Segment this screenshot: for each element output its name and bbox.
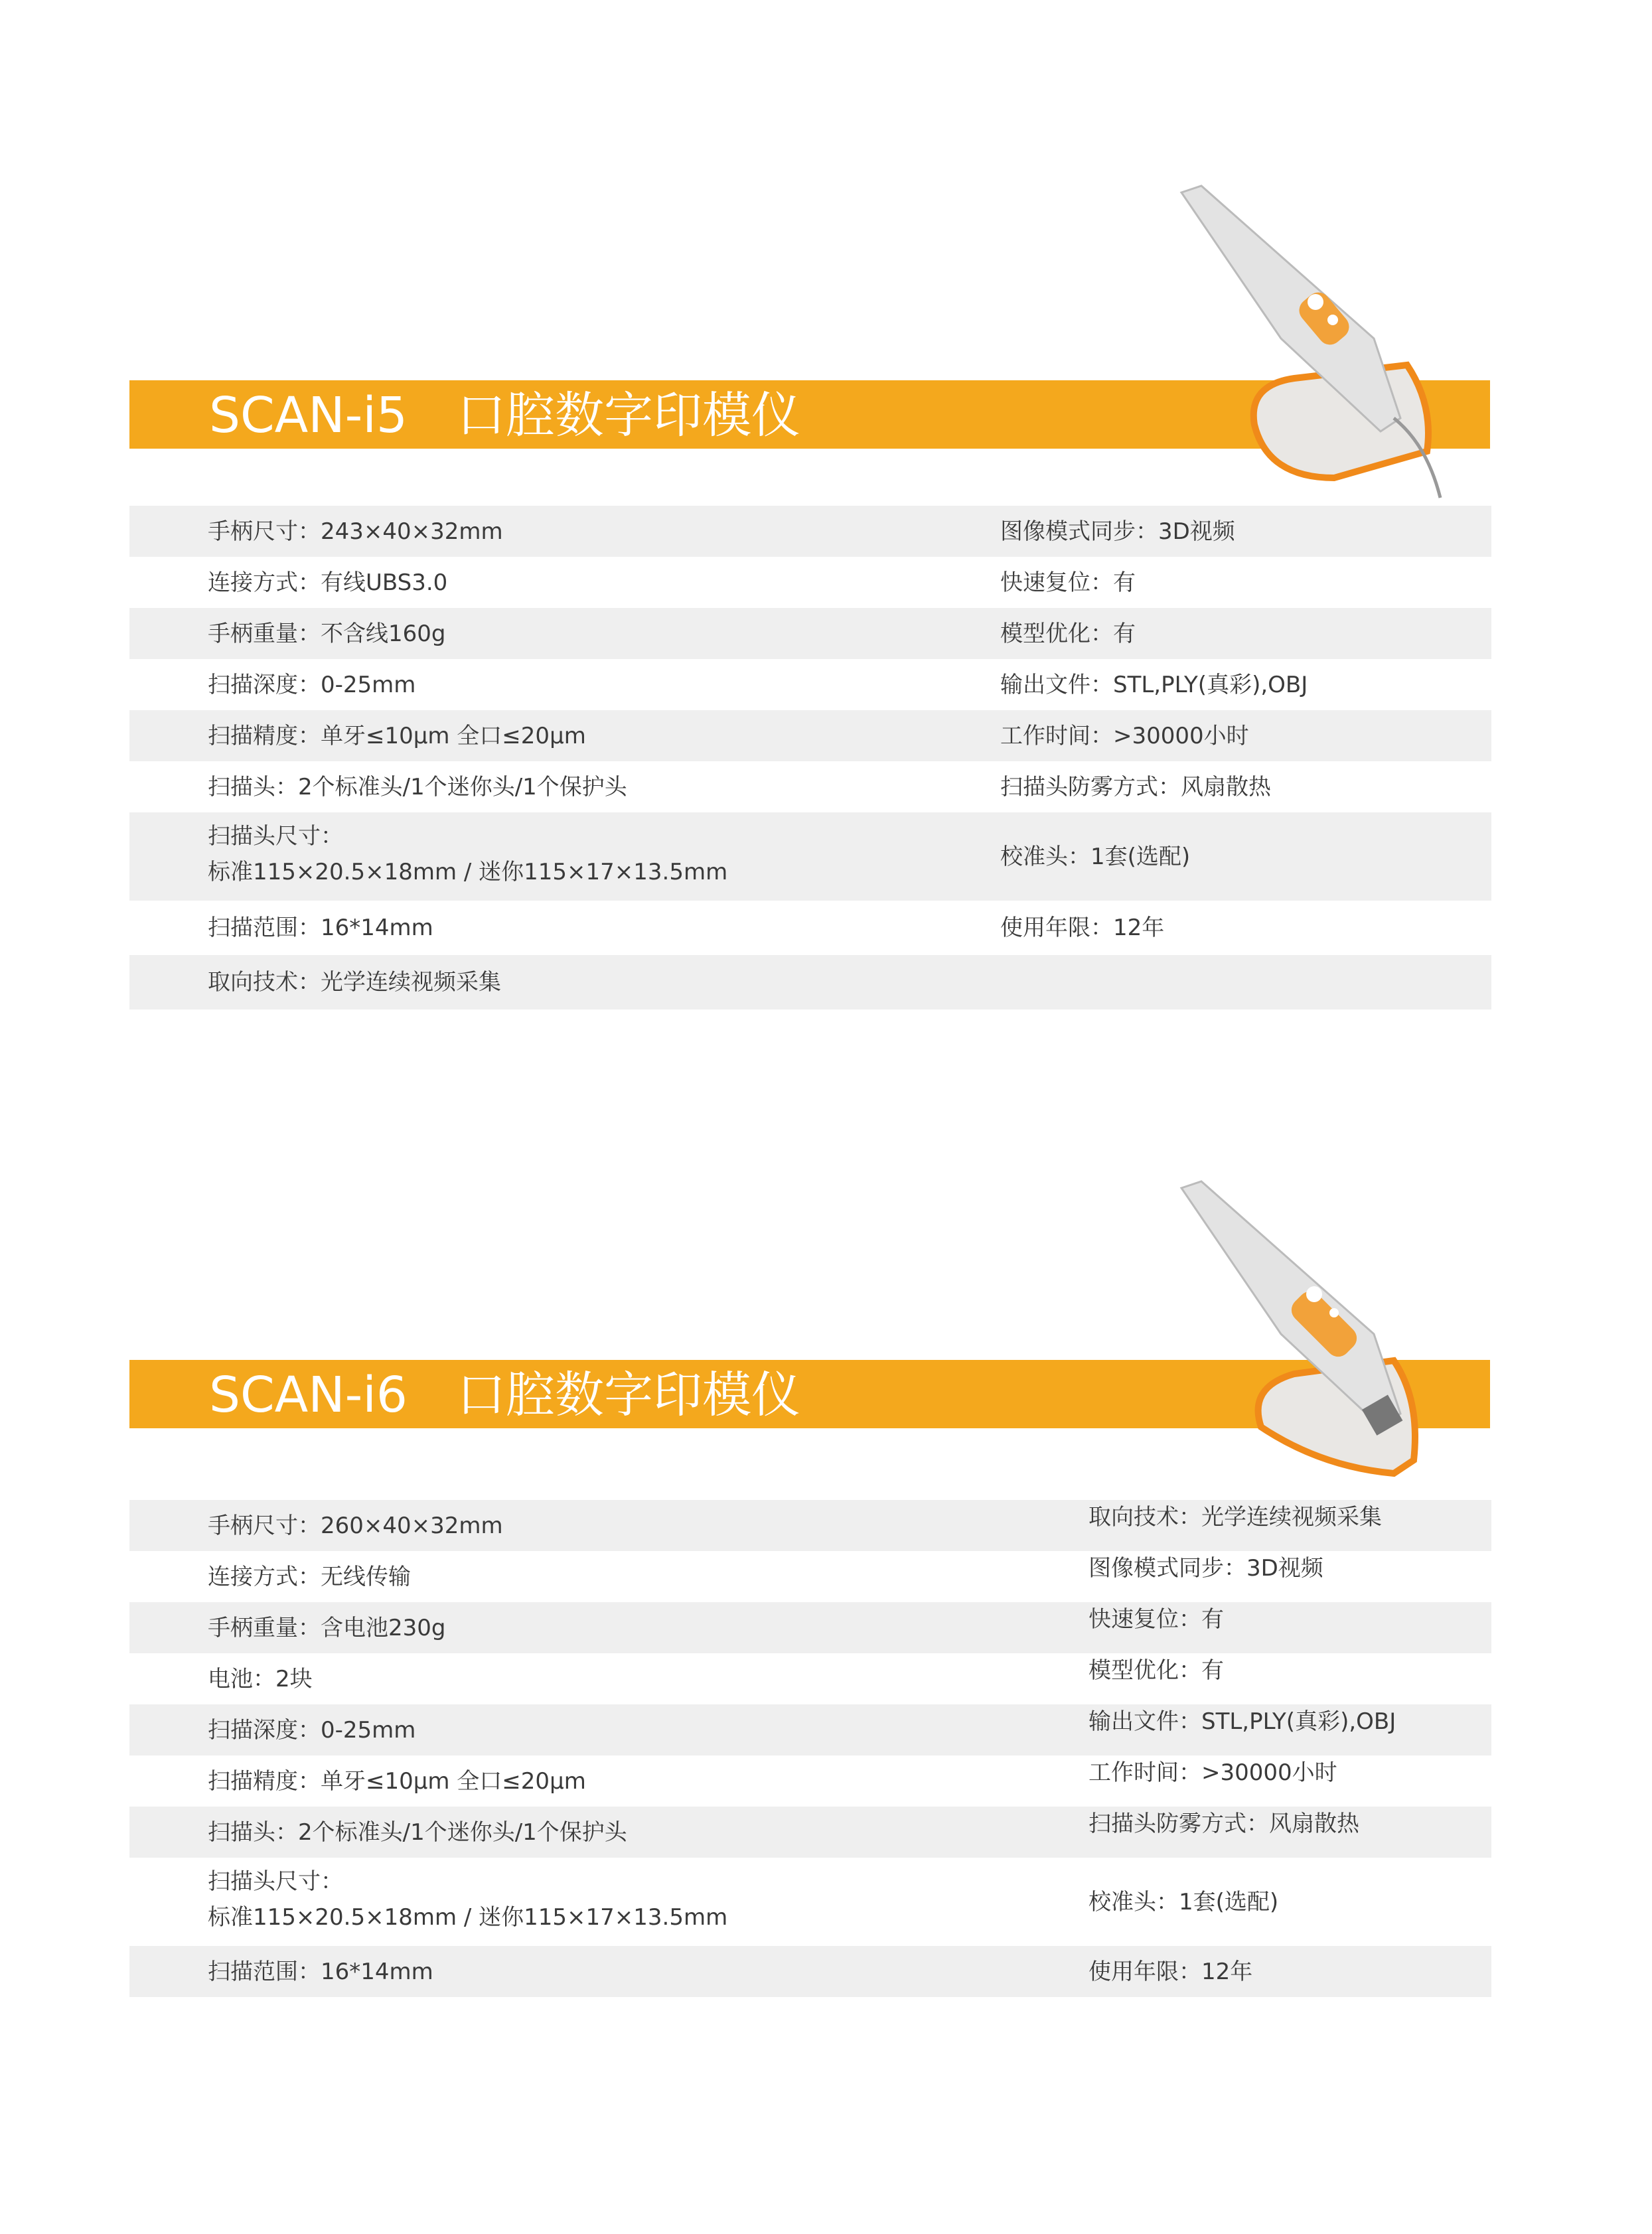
- spec-row: [129, 1653, 1491, 1704]
- spec-item: 扫描头尺寸：: [208, 1868, 343, 1895]
- spec-item: 标准115×20.5×18mm / 迷你115×17×13.5mm: [208, 1904, 728, 1931]
- spec-item: 标准115×20.5×18mm / 迷你115×17×13.5mm: [208, 859, 728, 885]
- spec-item: 扫描头防雾方式：风扇散热: [1089, 1810, 1359, 1837]
- spec-row: [129, 710, 1491, 761]
- spec-row: [129, 1807, 1491, 1858]
- spec-item: 手柄尺寸：260×40×32mm: [208, 1512, 503, 1539]
- spec-item: 扫描精度：单牙≤10μm 全口≤20μm: [208, 1767, 586, 1795]
- spec-item: 图像模式同步：3D视频: [1000, 518, 1235, 545]
- spec-item: 快速复位：有: [1089, 1605, 1224, 1633]
- spec-item: 扫描头：2个标准头/1个迷你头/1个保护头: [208, 773, 627, 800]
- spec-item: 模型优化：有: [1000, 620, 1136, 647]
- spec-item: 扫描头：2个标准头/1个迷你头/1个保护头: [208, 1819, 627, 1846]
- spec-row: [129, 1704, 1491, 1755]
- spec-item: 工作时间：>30000小时: [1089, 1759, 1337, 1786]
- spec-item: 扫描头尺寸：: [208, 823, 343, 850]
- spec-item: 连接方式：无线传输: [208, 1563, 411, 1590]
- spec-item: 手柄尺寸：243×40×32mm: [208, 518, 503, 545]
- scanner-image-i5: [1168, 179, 1553, 511]
- spec-item: 使用年限：12年: [1089, 1958, 1253, 1985]
- spec-item: 快速复位：有: [1000, 569, 1136, 596]
- spec-item: 连接方式：有线UBS3.0: [208, 569, 448, 596]
- spec-row: [129, 812, 1491, 901]
- spec-item: 图像模式同步：3D视频: [1089, 1554, 1323, 1582]
- scanner-image-i6: [1168, 1175, 1500, 1493]
- spec-table-i5: [129, 506, 1491, 1009]
- spec-row: [129, 901, 1491, 955]
- spec-item: 输出文件：STL,PLY(真彩),OBJ: [1000, 671, 1308, 698]
- spec-item: 使用年限：12年: [1000, 915, 1165, 941]
- spec-item: 扫描范围：16*14mm: [208, 915, 433, 941]
- spec-item: 校准头：1套(选配): [1000, 843, 1191, 870]
- spec-item: 扫描范围：16*14mm: [208, 1958, 433, 1985]
- spec-item: 扫描头防雾方式：风扇散热: [1000, 773, 1271, 800]
- spec-row: [129, 608, 1491, 659]
- spec-item: 取向技术：光学连续视频采集: [1089, 1503, 1382, 1530]
- spec-row: [129, 955, 1491, 1009]
- spec-row: [129, 1858, 1491, 1946]
- spec-row: [129, 1602, 1491, 1653]
- spec-row: [129, 659, 1491, 710]
- spec-item: 扫描深度：0-25mm: [208, 671, 416, 698]
- spec-item: 扫描深度：0-25mm: [208, 1716, 416, 1744]
- spec-row: [129, 1551, 1491, 1602]
- spec-item: 模型优化：有: [1089, 1657, 1224, 1684]
- spec-row: [129, 1946, 1491, 1997]
- spec-item: 手柄重量：不含线160g: [208, 620, 446, 647]
- spec-item: 校准头：1套(选配): [1089, 1888, 1279, 1915]
- product-title: SCAN-i5 口腔数字印模仪: [209, 387, 800, 444]
- spec-item: 扫描精度：单牙≤10μm 全口≤20μm: [208, 722, 586, 749]
- spec-row: [129, 557, 1491, 608]
- spec-row: [129, 761, 1491, 812]
- spec-item: 工作时间：>30000小时: [1000, 722, 1249, 749]
- spec-row: [129, 1755, 1491, 1807]
- product-title: SCAN-i6 口腔数字印模仪: [209, 1367, 800, 1424]
- spec-row: [129, 1500, 1491, 1551]
- spec-item: 手柄重量：含电池230g: [208, 1614, 446, 1641]
- spec-table-i6: [129, 1500, 1491, 1997]
- spec-item: 输出文件：STL,PLY(真彩),OBJ: [1089, 1708, 1396, 1735]
- spec-item: 取向技术：光学连续视频采集: [208, 969, 501, 996]
- spec-row: [129, 506, 1491, 557]
- spec-item: 电池：2块: [208, 1665, 313, 1692]
